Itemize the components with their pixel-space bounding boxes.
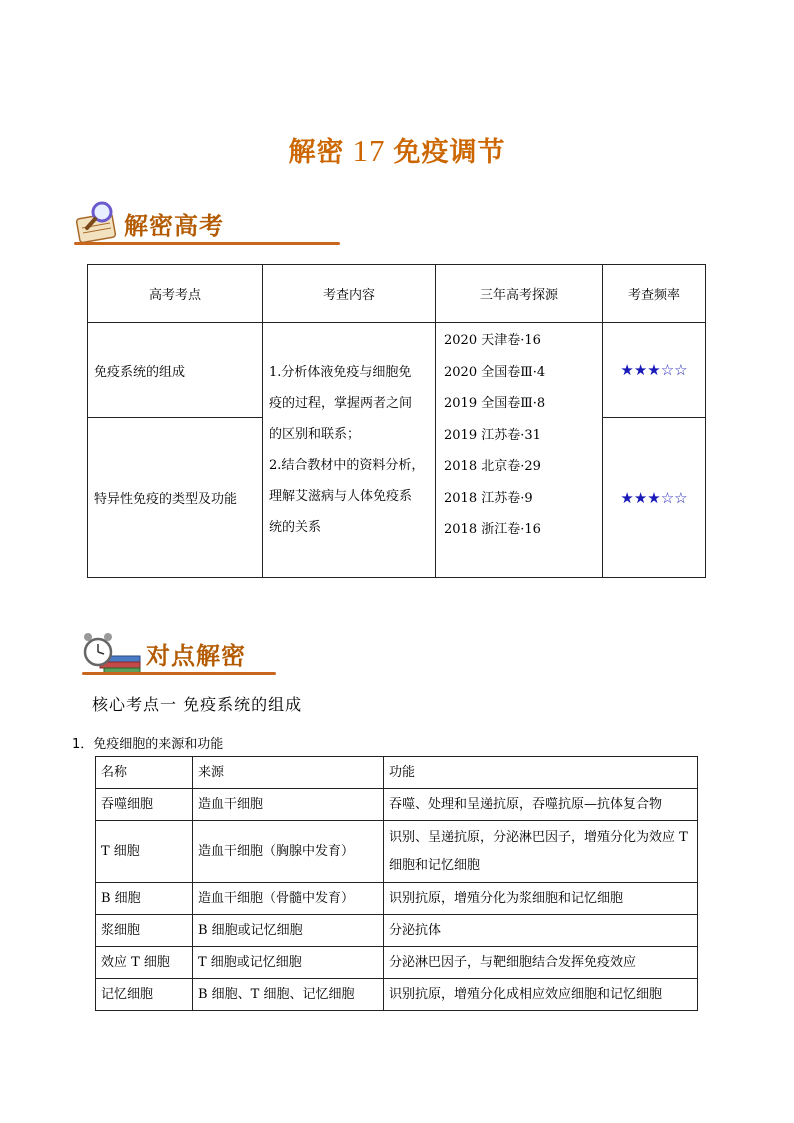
- table-row: [96, 821, 698, 883]
- exam-point: 特异性免疫的类型及功能: [88, 418, 263, 578]
- table-row: [96, 979, 698, 1011]
- content-line: 疫的过程，掌握两者之间: [269, 396, 413, 411]
- cell-name: 记忆细胞: [96, 979, 193, 1011]
- overview-header: 考查内容: [263, 265, 436, 323]
- cells-header: 名称: [96, 757, 193, 789]
- source-item: 2018 北京卷·29: [444, 459, 541, 474]
- overview-header-row: [88, 265, 706, 323]
- source-item: 2020 天津卷·16: [444, 333, 541, 348]
- cells-header: 来源: [193, 757, 384, 789]
- cell-source: 造血干细胞（胸腺中发育）: [193, 821, 384, 883]
- title-prefix: 解密: [288, 137, 345, 168]
- overview-row: [88, 323, 706, 418]
- section-exam-header: [72, 198, 272, 248]
- frequency-stars: ★★★☆☆: [603, 418, 706, 578]
- immune-cells-table: [95, 756, 698, 1011]
- cell-function: 识别抗原，增殖分化为浆细胞和记忆细胞: [384, 883, 698, 915]
- source-item: 2019 全国卷Ⅲ·8: [444, 396, 546, 411]
- section-exam-underline: [74, 242, 340, 245]
- exam-point: 免疫系统的组成: [88, 323, 263, 418]
- content-line: 1.分析体液免疫与细胞免: [269, 365, 412, 380]
- source-item: 2018 江苏卷·9: [444, 490, 533, 506]
- table-row: [96, 789, 698, 821]
- overview-header: 考查频率: [603, 265, 706, 323]
- frequency-stars: ★★★☆☆: [603, 323, 706, 418]
- table-row: [96, 915, 698, 947]
- cell-name: 浆细胞: [96, 915, 193, 947]
- title-topic: 免疫调节: [393, 137, 506, 168]
- section-points-header: [80, 628, 280, 678]
- content-line: 的区别和联系；: [269, 427, 361, 442]
- exam-sources: [436, 323, 603, 578]
- source-item: 2018 浙江卷·16: [444, 522, 541, 537]
- core-point-heading: 核心考点一 免疫系统的组成: [92, 695, 303, 714]
- table-row: [96, 947, 698, 979]
- cell-function: 识别抗原，增殖分化成相应效应细胞和记忆细胞: [384, 979, 698, 1011]
- overview-header: 三年高考探源: [436, 265, 603, 323]
- cell-source: T 细胞或记忆细胞: [193, 947, 384, 979]
- overview-table: [87, 264, 706, 578]
- page-title: [0, 130, 794, 169]
- cell-name: 吞噬细胞: [96, 789, 193, 821]
- cell-function: 分泌抗体: [384, 915, 698, 947]
- content-line: 统的关系: [269, 520, 322, 535]
- table-caption: 1．免疫细胞的来源和功能: [72, 737, 224, 752]
- alarm-clock-books-icon: [80, 628, 144, 676]
- source-item: 2020 全国卷Ⅲ·4: [444, 364, 546, 380]
- section-exam-label: 解密高考: [124, 212, 224, 240]
- cell-source: B 细胞、T 细胞、记忆细胞: [193, 979, 384, 1011]
- cell-function: 分泌淋巴因子，与靶细胞结合发挥免疫效应: [384, 947, 698, 979]
- overview-header: 高考考点: [88, 265, 263, 323]
- content-line: 理解艾滋病与人体免疫系: [269, 489, 413, 504]
- cell-function: 吞噬、处理和呈递抗原，吞噬抗原—抗体复合物: [384, 789, 698, 821]
- cell-source: 造血干细胞（骨髓中发育）: [193, 883, 384, 915]
- cell-function: 识别、呈递抗原，分泌淋巴因子，增殖分化为效应 T 细胞和记忆细胞: [384, 821, 698, 883]
- section-points-label: 对点解密: [146, 642, 246, 670]
- source-item: 2019 江苏卷·31: [444, 427, 541, 443]
- section-points-underline: [82, 672, 276, 675]
- exam-content: [263, 323, 436, 578]
- cell-name: 效应 T 细胞: [96, 947, 193, 979]
- table-row: [96, 883, 698, 915]
- cells-header-row: [96, 757, 698, 789]
- magnifier-notebook-icon: [72, 198, 128, 246]
- cell-source: B 细胞或记忆细胞: [193, 915, 384, 947]
- cell-name: B 细胞: [96, 883, 193, 915]
- cell-source: 造血干细胞: [193, 789, 384, 821]
- content-line: 2.结合教材中的资料分析，: [269, 458, 425, 473]
- cell-name: T 细胞: [96, 821, 193, 883]
- title-number: 17: [352, 133, 386, 168]
- cells-header: 功能: [384, 757, 698, 789]
